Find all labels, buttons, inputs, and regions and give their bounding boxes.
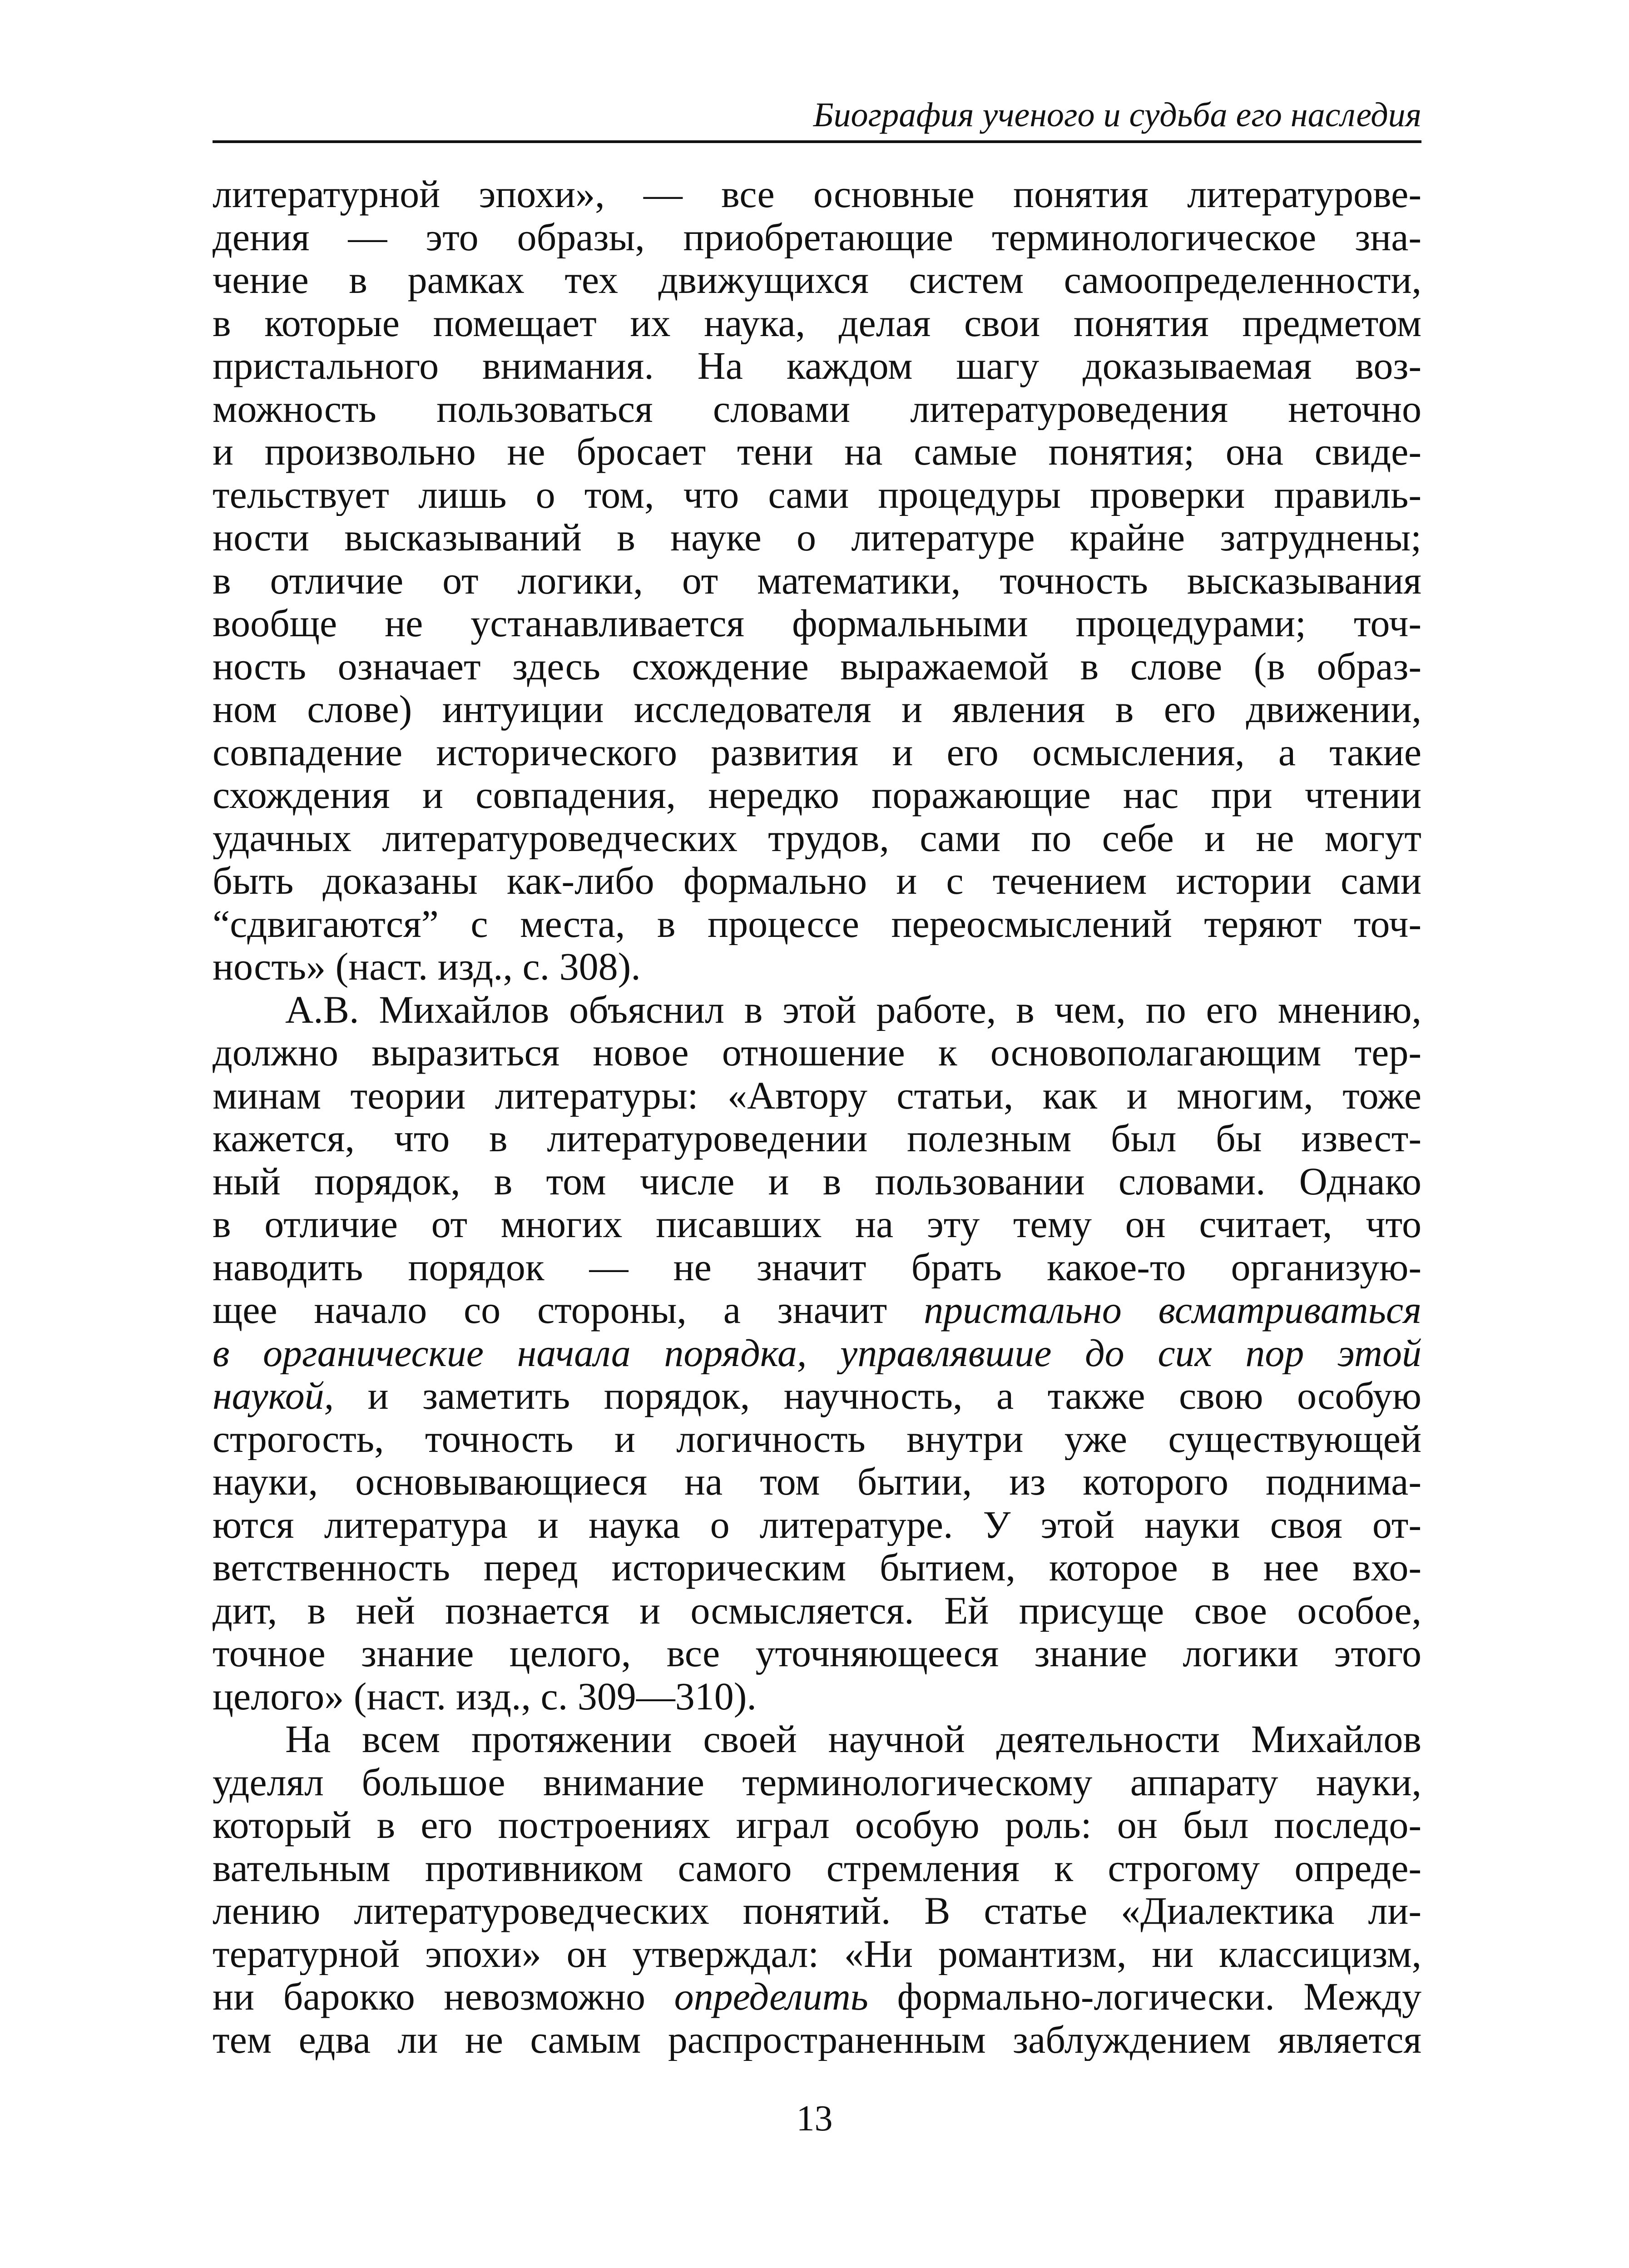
text-line xyxy=(213,731,1421,774)
text-segment: ность» (наст. изд., с. 308). xyxy=(213,945,641,988)
italic-text-segment: пристально всматриваться xyxy=(924,1288,1421,1332)
text-line xyxy=(213,688,1421,731)
text-line xyxy=(213,817,1421,860)
text-segment: тем едва ли не самым распространенным заблуждением является xyxy=(213,2018,1421,2061)
text-line xyxy=(213,1503,1421,1546)
text-line xyxy=(213,1074,1421,1117)
text-segment: дения — это образы, приобретающие терминологическое зна- xyxy=(213,215,1421,258)
text-segment: кажется, что в литературоведении полезным был бы извест- xyxy=(213,1117,1421,1160)
text-line xyxy=(213,2018,1421,2061)
text-segment: дит, в ней познается и осмысляется. Ей присуще свое особое, xyxy=(213,1589,1421,1632)
text-line xyxy=(213,1546,1421,1589)
text-segment: тературной эпохи» он утверждал: «Ни романтизм, ни классицизм, xyxy=(213,1932,1421,1975)
text-segment: быть доказаны как-либо формально и с течением истории сами xyxy=(213,859,1421,902)
text-line xyxy=(213,945,1421,988)
text-segment: пристального внимания. На каждом шагу доказываемая воз- xyxy=(213,344,1421,387)
text-line xyxy=(213,1761,1421,1804)
text-segment: На всем протяжении своей научной деятельности Михайлов xyxy=(285,1718,1421,1761)
text-segment: в отличие от логики, от математики, точность высказывания xyxy=(213,559,1421,602)
text-line xyxy=(213,773,1421,817)
text-line xyxy=(213,216,1421,259)
italic-text-segment: в органические начала порядка, управлявшие до сих пор этой xyxy=(213,1331,1421,1374)
text-segment: схождения и совпадения, нередко поражающие нас при чтении xyxy=(213,773,1421,817)
text-line xyxy=(213,1160,1421,1203)
text-line xyxy=(213,1975,1421,2018)
text-line xyxy=(213,559,1421,602)
text-segment: и заметить порядок, научность, а также свою особую xyxy=(334,1374,1421,1417)
body-text xyxy=(213,173,1421,2061)
text-line xyxy=(213,430,1421,473)
text-segment: в отличие от многих писавших на эту тему он считает, что xyxy=(213,1203,1421,1246)
running-header xyxy=(213,89,1421,143)
text-segment: вообще не устанавливается формальными процедурами; точ- xyxy=(213,602,1421,645)
text-line xyxy=(213,1417,1421,1461)
text-segment: строгость, точность и логичность внутри уже существующей xyxy=(213,1417,1421,1460)
text-line xyxy=(213,1246,1421,1289)
text-line xyxy=(213,1889,1421,1932)
text-segment: целого» (наст. изд., с. 309—310). xyxy=(213,1674,757,1718)
text-segment: лению литературоведческих понятий. В статье «Диалектика ли- xyxy=(213,1889,1421,1932)
text-line xyxy=(213,1932,1421,1976)
text-segment: ветственность перед историческим бытием, которое в нее вхо- xyxy=(213,1546,1421,1589)
text-segment: минам теории литературы: «Автору статьи, как и многим, тоже xyxy=(213,1074,1421,1117)
text-segment: щее начало со стороны, а значит xyxy=(213,1288,924,1332)
text-segment: формально-логически. Между xyxy=(868,1975,1421,2018)
text-line xyxy=(213,516,1421,559)
text-segment: который в его построениях играл особую роль: он был последо- xyxy=(213,1803,1421,1847)
text-line xyxy=(213,1117,1421,1160)
text-line xyxy=(213,1847,1421,1890)
text-line xyxy=(213,645,1421,688)
text-line xyxy=(213,344,1421,387)
text-segment: науки, основывающиеся на том бытии, из которого поднима- xyxy=(213,1460,1421,1503)
text-line xyxy=(213,1718,1421,1761)
text-line xyxy=(213,387,1421,431)
text-line xyxy=(213,1675,1421,1718)
text-segment: точное знание целого, все уточняющееся знание логики этого xyxy=(213,1632,1421,1675)
text-line xyxy=(213,473,1421,516)
text-line xyxy=(213,1332,1421,1375)
italic-text-segment: наукой, xyxy=(213,1374,334,1417)
text-line xyxy=(213,1031,1421,1074)
text-segment: чение в рамках тех движущихся систем самоопределенности, xyxy=(213,258,1421,302)
text-segment: уделял большое внимание терминологическому аппарату науки, xyxy=(213,1760,1421,1803)
text-segment: должно выразиться новое отношение к основополагающим тер- xyxy=(213,1031,1421,1074)
text-segment: ный порядок, в том числе и в пользовании словами. Однако xyxy=(213,1159,1421,1203)
text-segment: наводить порядок — не значит брать какое-то организую- xyxy=(213,1245,1421,1288)
text-segment: в которые помещает их наука, делая свои понятия предметом xyxy=(213,301,1421,344)
text-line xyxy=(213,1460,1421,1503)
text-line xyxy=(213,173,1421,216)
text-segment: совпадение исторического развития и его осмысления, а такие xyxy=(213,730,1421,773)
text-segment: ном слове) интуиции исследователя и явления в его движении, xyxy=(213,688,1421,731)
text-segment: ности высказываний в науке о литературе крайне затруднены; xyxy=(213,516,1421,559)
text-segment: тельствует лишь о том, что сами процедуры проверки правиль- xyxy=(213,473,1421,516)
text-line xyxy=(213,258,1421,302)
text-line xyxy=(213,602,1421,645)
text-line xyxy=(213,1203,1421,1246)
text-line xyxy=(213,859,1421,902)
italic-text-segment: определить xyxy=(674,1975,868,2018)
text-line xyxy=(213,902,1421,946)
text-segment: ются литература и наука о литературе. У этой науки своя от- xyxy=(213,1503,1421,1546)
text-line xyxy=(213,988,1421,1031)
text-line xyxy=(213,1589,1421,1632)
text-line xyxy=(213,302,1421,345)
text-line xyxy=(213,1374,1421,1417)
text-segment: литературной эпохи», — все основные понятия литературове- xyxy=(213,173,1421,216)
page-number: 13 xyxy=(796,2099,833,2139)
text-line xyxy=(213,1288,1421,1332)
text-line xyxy=(213,1632,1421,1675)
running-header-title: Биография ученого и судьба его наследия xyxy=(813,96,1421,134)
text-segment: “сдвигаются” с места, в процессе переосмыслений теряют точ- xyxy=(213,902,1421,945)
text-segment: и произвольно не бросает тени на самые понятия; она свиде- xyxy=(213,430,1421,473)
text-line xyxy=(213,1803,1421,1847)
text-segment: ни барокко невозможно xyxy=(213,1975,674,2018)
text-segment: вательным противником самого стремления к строгому опреде- xyxy=(213,1846,1421,1889)
text-segment: А.В. Михайлов объяснил в этой работе, в чем, по его мнению, xyxy=(285,988,1421,1031)
text-segment: ность означает здесь схождение выражаемой в слове (в образ- xyxy=(213,644,1421,688)
text-segment: удачных литературоведческих трудов, сами по себе и не могут xyxy=(213,816,1421,859)
text-segment: можность пользоваться словами литературоведения неточно xyxy=(213,387,1421,430)
